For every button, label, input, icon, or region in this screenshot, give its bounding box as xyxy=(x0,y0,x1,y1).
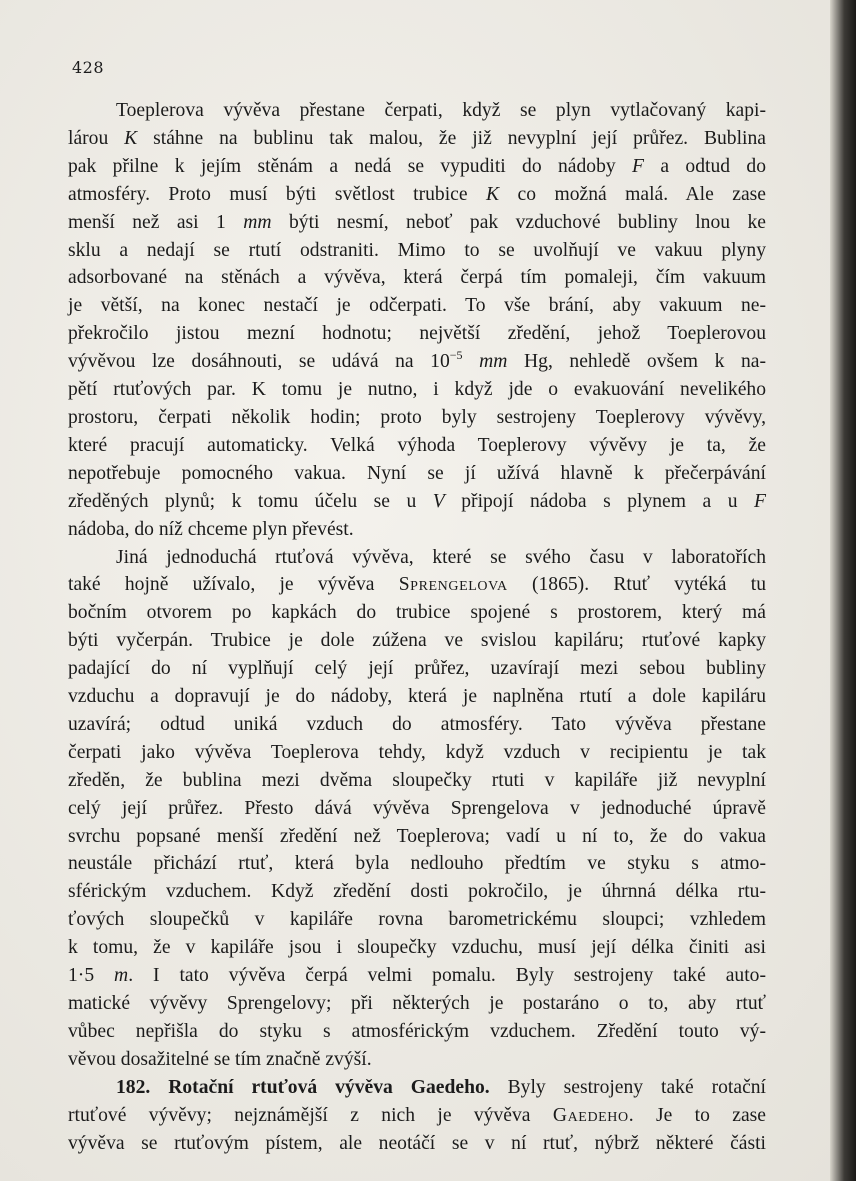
paragraph-toepler-seg xyxy=(463,351,480,372)
paragraph-toepler-seg: mm xyxy=(243,211,272,233)
paragraph-sprengel-line xyxy=(68,571,766,599)
paragraph-toepler-seg: stáhne na bublinu tak malou, že již nevyplní její průřez. Bublina xyxy=(137,127,766,149)
section-number: 182. xyxy=(116,1076,169,1098)
paragraph-sprengel-seg: býti vyčerpán. Trubice je dole zúžena ve svislou kapiláru; rtuťové kapky xyxy=(68,630,766,652)
paragraph-toepler-seg: F xyxy=(632,155,645,177)
paragraph-toepler-line xyxy=(68,376,766,404)
paragraph-sprengel-line xyxy=(68,627,766,655)
paragraph-toepler-seg: vývěvou lze dosáhnouti, se udává na 10 xyxy=(68,351,450,373)
paragraph-sprengel-seg: zředěn, že bublina mezi dvěma sloupečky rtuti v kapiláře již nevyplní xyxy=(68,769,766,791)
paragraph-toepler-seg: je větší, na konec nestačí je odčerpati. To vše brání, aby vakuum ne- xyxy=(68,295,766,317)
paragraph-toepler-line xyxy=(68,181,766,209)
paragraph-sprengel-seg: Jiná jednoduchá rtuťová vývěva, které se svého času v laboratořích xyxy=(116,546,766,568)
paragraph-sprengel-seg: uzavírá; odtud uniká vzduch do atmosféry. Tato vývěva přestane xyxy=(68,713,766,735)
paragraph-toepler-line xyxy=(68,237,766,265)
paragraph-toepler-line xyxy=(68,460,766,488)
paragraph-sprengel-line xyxy=(68,850,766,878)
paragraph-sprengel-line xyxy=(68,795,766,823)
paragraph-toepler-line xyxy=(68,488,766,516)
paragraph-sprengel-line xyxy=(68,1018,766,1046)
body-text xyxy=(68,97,766,1157)
paragraph-toepler-seg: býti nesmí, neboť pak vzduchové bubliny lnou ke xyxy=(271,211,766,233)
paragraph-sprengel-line xyxy=(68,767,766,795)
paragraph-toepler-seg: K xyxy=(486,183,500,205)
paragraph-toepler-seg: F xyxy=(754,490,766,512)
paragraph-toepler-seg: nádoba, do níž chceme plyn převést. xyxy=(68,518,354,540)
paragraph-toepler-seg: lárou xyxy=(68,127,125,149)
paragraph-sprengel-line xyxy=(68,739,766,767)
section-line xyxy=(68,1074,766,1102)
paragraph-sprengel-seg: padající do ní vyplňují celý její průřez, uzavírají mezi sebou bubliny xyxy=(68,658,766,680)
paragraph-sprengel-line xyxy=(68,655,766,683)
paragraph-sprengel-seg: věvou dosažitelné se tím značně zvýší. xyxy=(68,1048,372,1070)
paragraph-toepler-seg: sklu a nedají se rtutí odstraniti. Mimo to se uvolňují ve vakuu plyny xyxy=(68,239,766,261)
paragraph-toepler-seg: a odtud do xyxy=(644,155,766,177)
paragraph-toepler-line xyxy=(68,432,766,460)
paragraph-toepler-line xyxy=(68,404,766,432)
paragraph-sprengel-seg: neustále přichází rtuť, která byla nedlouho předtím ve styku s atmo- xyxy=(68,853,766,875)
paragraph-sprengel-seg: matické vývěvy Sprengelovy; při některých je postaráno o to, aby rtuť xyxy=(68,993,766,1014)
paragraph-toepler xyxy=(68,97,766,544)
paragraph-sprengel-seg: 1·5 xyxy=(68,965,115,987)
paragraph-sprengel-line xyxy=(68,962,766,990)
paragraph-sprengel-seg: ťových sloupečků v kapiláře rovna barometrickému sloupci; vzhledem xyxy=(68,909,766,931)
paragraph-toepler-line xyxy=(68,320,766,348)
paragraph-toepler-seg: −5 xyxy=(449,348,463,363)
paragraph-sprengel-seg: k tomu, že v kapiláře jsou i sloupečky vzduchu, musí její délka činiti asi xyxy=(68,937,766,959)
paragraph-toepler-seg: překročilo jistou mezní hodnotu; největší zředění, jehož Toeplerovou xyxy=(68,323,766,345)
paragraph-sprengel-line xyxy=(68,934,766,962)
paragraph-sprengel-seg: celý její průřez. Přesto dává vývěva Sprengelova v jednoduché úpravě xyxy=(68,797,766,819)
paragraph-toepler-seg: V xyxy=(432,490,445,512)
paragraph-toepler-seg: Hg, nehledě ovšem k na- xyxy=(507,351,766,373)
paragraph-toepler-seg: pak přilne k jejím stěnám a nedá se vypuditi do nádoby xyxy=(68,155,633,177)
paragraph-toepler-seg: adsorbované na stěnách a vývěva, která čerpá tím pomaleji, čím vakuum xyxy=(68,267,766,289)
paragraph-sprengel-seg: Sprengelova xyxy=(398,574,508,596)
paragraph-sprengel-seg: m xyxy=(114,965,129,987)
paragraph-toepler-seg: prostoru, čerpati několik hodin; proto byly sestrojeny Toeplerovy vývěvy, xyxy=(68,406,766,428)
paragraph-sprengel-seg: také hojně užívalo, je vývěva xyxy=(68,574,399,596)
paragraph-sprengel-line xyxy=(68,711,766,739)
paragraph-sprengel-line xyxy=(68,599,766,627)
paragraph-toepler-line xyxy=(68,153,766,181)
section-gaede xyxy=(68,1074,766,1158)
paragraph-sprengel-seg: vůbec nepřišla do styku s atmosférickým vzduchem. Zředění touto vý- xyxy=(68,1020,766,1042)
section-line xyxy=(68,1130,766,1158)
paragraph-toepler-seg: co možná malá. Ale zase xyxy=(499,183,766,205)
section-line xyxy=(68,1102,766,1130)
paragraph-toepler-line xyxy=(68,516,766,544)
paragraph-sprengel-line xyxy=(68,823,766,851)
paragraph-sprengel-line xyxy=(68,878,766,906)
paragraph-toepler-line xyxy=(68,97,766,125)
paragraph-sprengel-line xyxy=(68,1046,766,1074)
paragraph-toepler-line xyxy=(68,209,766,237)
section-seg: Byly sestrojeny také rotační xyxy=(489,1076,767,1098)
paragraph-toepler-line xyxy=(68,292,766,320)
paragraph-sprengel-line xyxy=(68,683,766,711)
paragraph-toepler-seg: Toeplerova vývěva přestane čerpati, když se plyn vytlačovaný kapi- xyxy=(116,100,766,121)
paragraph-sprengel-seg: čerpati jako vývěva Toeplerova tehdy, když vzduch v recipientu je tak xyxy=(68,741,766,763)
paragraph-toepler-seg: které pracují automaticky. Velká výhoda Toeplerovy vývěvy je ta, že xyxy=(68,434,766,456)
paragraph-sprengel-seg: svrchu popsané menší zředění než Toeplerova; vadí u ní to, že do vakua xyxy=(68,825,766,847)
section-seg: rtuťové vývěvy; nejznámější z nich je vývěva xyxy=(68,1104,553,1126)
paragraph-toepler-line xyxy=(68,348,766,376)
section-seg: vývěva se rtuťovým pístem, ale neotáčí se v ní rtuť, nýbrž některé části xyxy=(68,1132,766,1154)
paragraph-toepler-seg: nepotřebuje pomocného vakua. Nyní se jí užívá hlavně k přečerpávání xyxy=(68,462,766,484)
paragraph-sprengel-line xyxy=(68,906,766,934)
section-seg: . Je to zase xyxy=(628,1104,766,1126)
paragraph-toepler-seg: pětí rtuťových par. K tomu je nutno, i když jde o evakuování nevelikého xyxy=(68,379,766,401)
paragraph-sprengel xyxy=(68,544,766,1074)
page-number: 428 xyxy=(72,58,105,77)
paragraph-toepler-line xyxy=(68,125,766,153)
paragraph-sprengel-seg: sférickým vzduchem. Když zředění dosti pokročilo, je úhrnná délka rtu- xyxy=(68,881,766,903)
paragraph-sprengel-seg: vzduchu a dopravují je do nádoby, která je naplněna rtutí a dole kapiláru xyxy=(68,686,766,708)
paragraph-toepler-seg: zředěných plynů; k tomu účelu se u xyxy=(68,490,433,512)
paragraph-toepler-seg: připojí nádoba s plynem a u xyxy=(444,490,755,512)
paragraph-sprengel-seg: bočním otvorem po kapkách do trubice spojené s prostorem, který má xyxy=(68,602,766,624)
paragraph-sprengel-seg: (1865). Rtuť vytéká tu xyxy=(507,574,766,596)
paragraph-toepler-line xyxy=(68,264,766,292)
paragraph-toepler-seg: K xyxy=(124,127,138,149)
page-edge-shadow xyxy=(830,0,856,1181)
paragraph-sprengel-seg: . I tato vývěva čerpá velmi pomalu. Byly sestrojeny také auto- xyxy=(128,965,766,987)
paragraph-sprengel-line xyxy=(68,544,766,572)
paragraph-toepler-seg: atmosféry. Proto musí býti světlost trubice xyxy=(68,183,487,205)
paragraph-toepler-seg: mm xyxy=(479,351,508,373)
paragraph-toepler-seg: menší než asi 1 xyxy=(68,211,244,233)
paragraph-sprengel-line xyxy=(68,990,766,1018)
section-title: Rotační rtuťová vývěva Gaedeho. xyxy=(168,1076,490,1098)
section-seg: Gaedeho xyxy=(552,1104,629,1126)
